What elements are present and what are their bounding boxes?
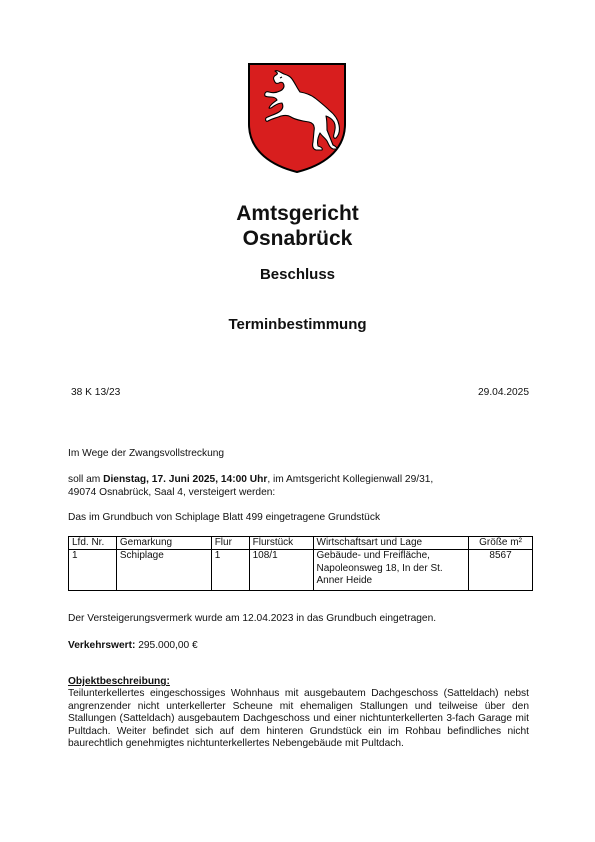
coat-of-arms-horse-icon (247, 62, 347, 174)
auction-prefix: soll am (68, 474, 104, 485)
case-number: 38 K 13/23 (71, 387, 121, 398)
object-description-heading: Objektbeschreibung: (68, 676, 170, 687)
table-header-cell: Wirtschaftsart und Lage (313, 537, 469, 550)
table-cell: 108/1 (249, 550, 313, 591)
court-name-line2: Osnabrück (242, 227, 353, 250)
object-description-label (68, 676, 529, 689)
market-value-label: Verkehrswert: (68, 640, 136, 651)
table-header-cell: Flurstück (249, 537, 313, 550)
document-title: Beschluss (259, 266, 336, 283)
table-header-cell: Flur (211, 537, 249, 550)
table-header-cell: Lfd. Nr. (69, 537, 117, 550)
document-subtitle: Terminbestimmung (228, 316, 367, 333)
registration-note: Der Versteigerungsvermerk wurde am 12.04.2023 in das Grundbuch eingetragen. (68, 613, 437, 624)
table-header-cell: Gemarkung (116, 537, 211, 550)
auction-location-line2: 49074 Osnabrück, Saal 4, versteigert werden: (68, 486, 276, 498)
table-cell: 1 (211, 550, 249, 591)
table-header-row (69, 537, 533, 550)
property-table (68, 536, 533, 591)
table-cell: 8567 (469, 550, 533, 591)
table-cell: 1 (69, 550, 117, 591)
property-intro: Das im Grundbuch von Schiplage Blatt 499 eingetragene Grundstück (68, 512, 381, 523)
object-description-text: Teilunterkellertes eingeschossiges Wohnhaus mit ausgebautem Dachgeschoss (Satteldach) nebst angrenzender nicht unterkellerter Scheune mit ehemaligen Stallungen und teilweise über den Stallungen (Satteldach) ausgebautem Dachgeschoss und einer nichtunterkellerten 3-fach Garage mit Pultdach. Weiter befindet sich auf dem hinteren Grundstück ein im Rohbau befindliches nicht baurechtlich genehmigtes nichtunterkellertes Nebengebäude mit Pultdach. (68, 688, 529, 750)
table-header-cell: Größe m² (469, 537, 533, 550)
auction-date-time: Dienstag, 17. Juni 2025, 14:00 Uhr (103, 474, 268, 485)
document-date: 29.04.2025 (478, 387, 529, 398)
auction-location-line1: , im Amtsgericht Kollegienwall 29/31, (267, 474, 434, 485)
market-value-amount: 295.000,00 € (135, 640, 198, 651)
market-value (68, 640, 529, 653)
table-cell: Gebäude- und Freifläche, Napoleonsweg 18, In der St. Anner Heide (313, 550, 469, 591)
auction-paragraph (68, 474, 529, 499)
intro-text: Im Wege der Zwangsvollstreckung (68, 448, 225, 459)
table-cell: Schiplage (116, 550, 211, 591)
table-row (69, 550, 533, 591)
court-name-line1: Amtsgericht (236, 202, 359, 225)
